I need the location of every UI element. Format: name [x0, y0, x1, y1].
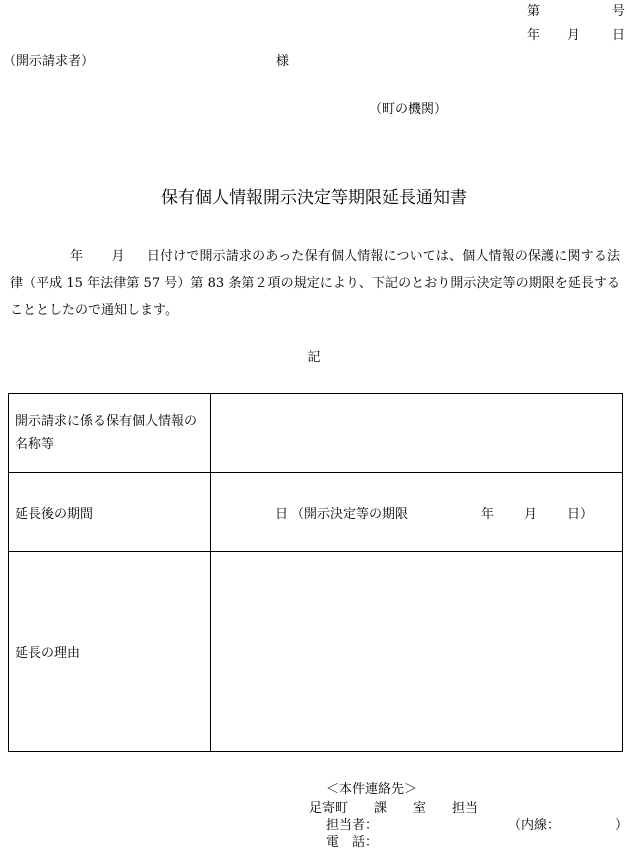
- body-text: 日付けで開示請求のあった保有個人情報については、個人情報の保護に関する法律（平成 15 年法律第 57 号）第 83 条第２項の規定により、下記のとおり開示決定等の期限を延長することとしたので通知します。: [10, 249, 620, 318]
- details-table: [8, 393, 623, 752]
- table-row: [9, 394, 623, 473]
- requester-honorific: 様: [276, 54, 290, 69]
- period-year: 年: [481, 507, 495, 522]
- extension-reason-label: 延長の理由: [9, 552, 211, 752]
- date-month: 月: [567, 28, 581, 43]
- extended-period-value: [211, 473, 623, 552]
- body-paragraph: [10, 243, 620, 324]
- doc-number-prefix: 第: [527, 4, 541, 19]
- contact-extension-label: （内線：: [508, 818, 561, 833]
- table-row: [9, 473, 623, 552]
- contact-heading: ＜本件連絡先＞: [326, 782, 418, 797]
- doc-number-suffix: 号: [612, 4, 626, 19]
- ki-heading: 記: [307, 350, 321, 365]
- period-month: 月: [524, 507, 538, 522]
- issuer-label: （町の機関）: [369, 102, 448, 117]
- extension-reason-value: [211, 552, 623, 752]
- period-deadline-label: （開示決定等の期限: [291, 507, 409, 522]
- contact-phone-label: 電 話：: [326, 835, 379, 850]
- body-year: 年: [70, 249, 84, 264]
- contact-department: 足寄町 課 室 担当: [309, 801, 479, 816]
- contact-extension-close: ）: [615, 818, 628, 833]
- requester-label: （開示請求者）: [3, 54, 95, 69]
- date-day: 日: [612, 28, 626, 43]
- body-month: 月: [111, 249, 125, 264]
- info-name-value: [211, 394, 623, 473]
- period-day: 日: [275, 507, 289, 522]
- contact-person-label: 担当者：: [326, 818, 379, 833]
- info-name-label: 開示請求に係る保有個人情報の名称等: [9, 394, 211, 473]
- period-day-close: 日）: [567, 507, 594, 522]
- date-year: 年: [527, 28, 541, 43]
- table-row: [9, 552, 623, 752]
- extended-period-label: 延長後の期間: [9, 473, 211, 552]
- document-title: 保有個人情報開示決定等期限延長通知書: [161, 188, 467, 208]
